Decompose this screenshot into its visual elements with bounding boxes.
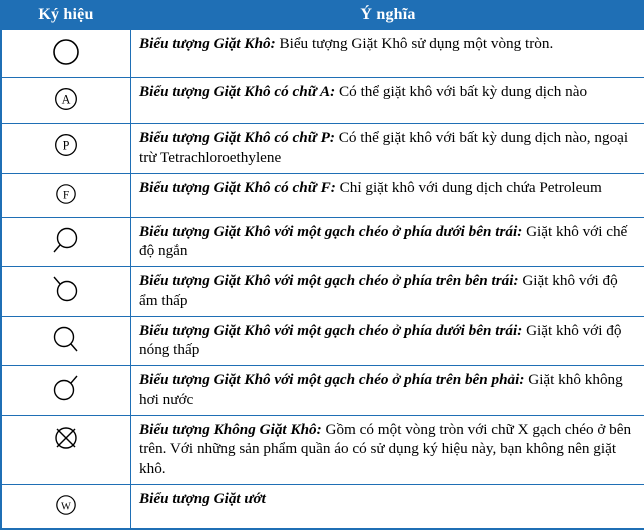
table-body — [1, 30, 644, 529]
meaning-text: Giặt khô với chế độ ngắn — [139, 223, 627, 260]
meaning-text: Có thể giặt khô với bất kỳ dung dịch nào, ngoại trừ Tetrachloroethylene — [139, 129, 628, 166]
meaning-text: Giặt khô với độ ẩm thấp — [139, 272, 618, 309]
table-row — [1, 124, 644, 174]
meaning-cell — [131, 415, 644, 484]
meaning-cell — [131, 30, 644, 78]
meaning-term: Biểu tượng Giặt Khô với một gạch chéo ở phía dưới bên trái: — [139, 322, 522, 339]
circle-crossed-out-icon — [50, 422, 82, 454]
circle-letter-w-icon — [52, 491, 80, 519]
circle-dryclean-icon — [50, 36, 82, 68]
table-row — [1, 366, 644, 416]
meaning-text: Gồm có một vòng tròn với chữ X gạch chéo ở bên trên. Với những sản phẩm quần áo có sử dụng ký hiệu này, bạn không nên giặt khô. — [139, 421, 631, 478]
meaning-term: Biểu tượng Giặt Khô có chữ A: — [139, 83, 335, 100]
meaning-cell — [131, 316, 644, 366]
meaning-cell — [131, 173, 644, 217]
meaning-term: Biểu tượng Không Giặt Khô: — [139, 421, 322, 438]
table-row — [1, 173, 644, 217]
meaning-cell — [131, 484, 644, 529]
meaning-text: Giặt khô với độ nóng thấp — [139, 322, 621, 359]
column-header-meaning: Ý nghĩa — [131, 1, 644, 30]
svg-text:A: A — [62, 93, 71, 107]
meaning-text: Giặt khô không hơi nước — [139, 371, 623, 408]
svg-text:F: F — [63, 189, 69, 201]
meaning-term: Biểu tượng Giặt Khô có chữ F: — [139, 179, 336, 196]
meaning-text: Chỉ giặt khô với dung dịch chứa Petroleum — [336, 179, 602, 196]
meaning-term: Biểu tượng Giặt Khô với một gạch chéo ở phía trên bên phải: — [139, 371, 524, 388]
meaning-term: Biểu tượng Giặt Khô: — [139, 35, 276, 52]
meaning-text: Có thể giặt khô với bất kỳ dung dịch nào — [335, 83, 587, 100]
meaning-cell — [131, 267, 644, 317]
meaning-term: Biểu tượng Giặt Khô có chữ P: — [139, 129, 335, 146]
symbol-cell — [1, 267, 131, 317]
circle-bar-lower-right-icon — [50, 323, 82, 355]
table-row — [1, 415, 644, 484]
table-row — [1, 78, 644, 124]
circle-letter-p-icon — [51, 130, 81, 160]
circle-letter-a-icon — [51, 84, 81, 114]
symbol-cell — [1, 78, 131, 124]
symbol-cell — [1, 30, 131, 78]
circle-bar-upper-left-icon — [50, 273, 82, 305]
symbol-cell — [1, 217, 131, 267]
meaning-term: Biểu tượng Giặt Khô với một gạch chéo ở phía trên bên trái: — [139, 272, 519, 289]
symbol-cell — [1, 124, 131, 174]
circle-bar-lower-left-icon — [50, 224, 82, 256]
meaning-term: Biểu tượng Giặt Khô với một gạch chéo ở phía dưới bên trái: — [139, 223, 522, 240]
column-header-symbol: Ký hiệu — [1, 1, 131, 30]
table-row — [1, 30, 644, 78]
meaning-cell — [131, 366, 644, 416]
meaning-cell — [131, 124, 644, 174]
table-row — [1, 316, 644, 366]
table-header-row — [1, 1, 644, 30]
table-row — [1, 217, 644, 267]
circle-letter-f-icon — [52, 180, 80, 208]
symbol-cell — [1, 316, 131, 366]
symbol-cell — [1, 366, 131, 416]
symbol-cell — [1, 484, 131, 529]
meaning-cell — [131, 217, 644, 267]
meaning-term: Biểu tượng Giặt ướt — [139, 490, 266, 507]
symbol-cell — [1, 173, 131, 217]
svg-text:W: W — [61, 501, 71, 512]
table-row — [1, 267, 644, 317]
svg-text:P: P — [63, 139, 70, 153]
symbol-cell — [1, 415, 131, 484]
circle-bar-upper-right-icon — [50, 372, 82, 404]
meaning-text: Biểu tượng Giặt Khô sử dụng một vòng tròn. — [276, 35, 554, 52]
meaning-cell — [131, 78, 644, 124]
table-header — [1, 1, 644, 30]
table-row — [1, 484, 644, 529]
